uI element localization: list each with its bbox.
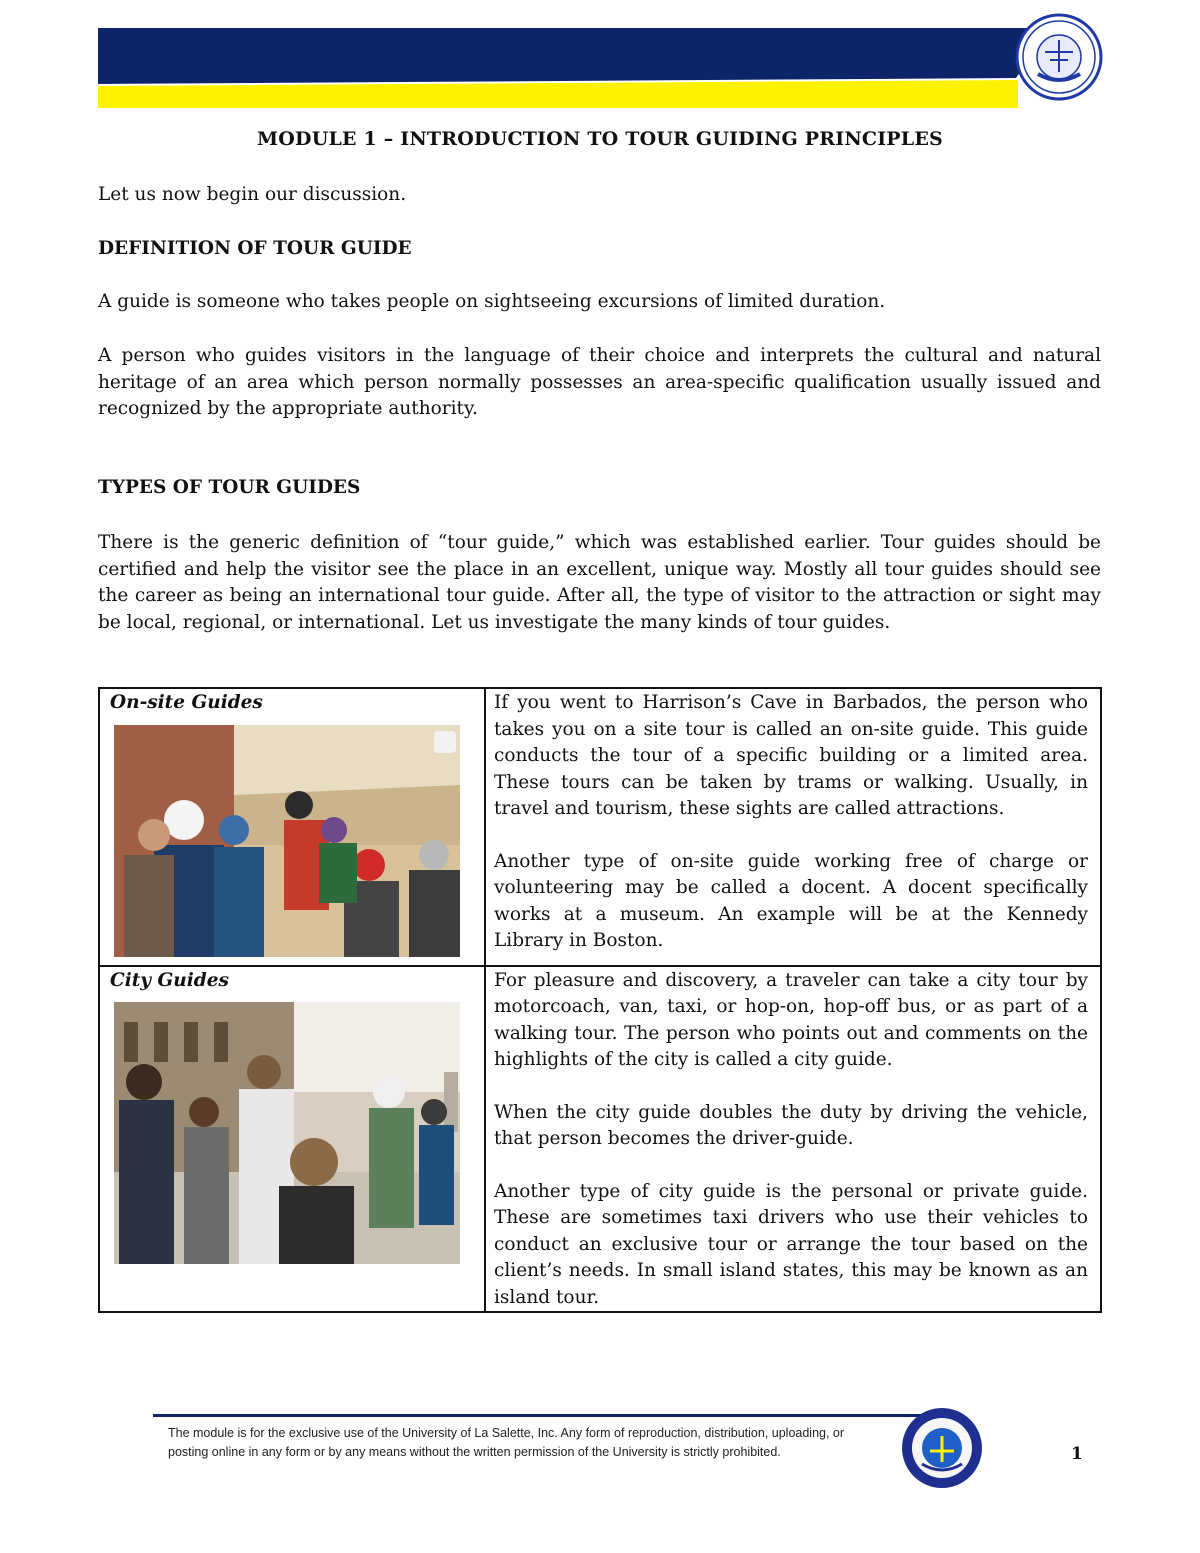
page-number: 1 — [1071, 1444, 1083, 1464]
definition-paragraph-2: A person who guides visitors in the language of their choice and interprets the cultural and natural heritage of an area which person normally possesses an area-specific qualification usually issued and recognized by the appropriate authority. — [98, 345, 1101, 419]
intro-text: Let us now begin our discussion. — [98, 184, 407, 205]
guide-description-cell — [485, 966, 1101, 1313]
onsite-guides-photo — [114, 725, 460, 957]
city-guides-photo — [114, 1002, 460, 1264]
types-heading: TYPES OF TOUR GUIDES — [98, 477, 361, 498]
guide-description-cell — [485, 688, 1101, 966]
guide-paragraph: When the city guide doubles the duty by driving the vehicle, that person becomes the driver-guide. — [494, 1101, 1088, 1149]
guide-paragraph: Another type of city guide is the personal or private guide. These are sometimes taxi drivers who use their vehicles to conduct an exclusive tour or arrange the tour based on the client’s needs. In small island states, this may be known as an island tour. — [494, 1180, 1088, 1308]
university-seal-icon — [1000, 12, 1118, 102]
table-row — [99, 966, 1101, 1313]
guide-paragraph: For pleasure and discovery, a traveler can take a city tour by motorcoach, van, taxi, or hop-on, hop-off bus, or as part of a walking tour. The person who points out and comments on the highlights of the city is called a city guide. — [494, 969, 1088, 1070]
guide-paragraph: If you went to Harrison’s Cave in Barbados, the person who takes you on a site tour is called an on-site guide. This guide conducts the tour of a specific building or a limited area. These tours can be taken by trams or walking. Usually, in travel and tourism, these sights are called attractions. — [494, 692, 1088, 819]
types-paragraph: There is the generic definition of “tour guide,” which was established earlier. Tour guides should be certified and help the visitor see the place in an excellent, unique way. Mostly all tour guides should see the career as being an international tour guide. After all, the type of visitor to the attraction or sight may be local, regional, or international. Let us investigate the many kinds of tour guides. — [98, 532, 1101, 633]
definition-heading: DEFINITION OF TOUR GUIDE — [98, 238, 412, 259]
footer-line-2: posting online in any form or by any means without the written permission of the University is strictly prohibited. — [168, 1445, 781, 1459]
definition-paragraph-1: A guide is someone who takes people on sightseeing excursions of limited duration. — [98, 291, 886, 312]
table-row — [99, 688, 1101, 966]
guide-title: City Guides — [110, 969, 229, 991]
university-logo-icon — [900, 1406, 984, 1490]
header-banner — [98, 28, 1078, 108]
footer-divider — [153, 1414, 933, 1417]
guide-types-table — [98, 687, 1102, 1313]
guide-cell — [99, 688, 485, 966]
guide-title: On-site Guides — [110, 692, 263, 713]
footer-notice — [168, 1424, 888, 1462]
footer-line-1: The module is for the exclusive use of the University of La Salette, Inc. Any form of reproduction, distribution, uploading, or — [168, 1426, 845, 1440]
banner-yellow-stripe — [98, 80, 1018, 108]
banner-navy-band — [98, 28, 1063, 84]
guide-paragraph: Another type of on-site guide working free of charge or volunteering may be called a docent. A docent specifically works at a museum. An example will be at the Kennedy Library in Boston. — [494, 850, 1088, 951]
page-title: MODULE 1 – INTRODUCTION TO TOUR GUIDING PRINCIPLES — [257, 128, 943, 150]
guide-cell — [99, 966, 485, 1313]
